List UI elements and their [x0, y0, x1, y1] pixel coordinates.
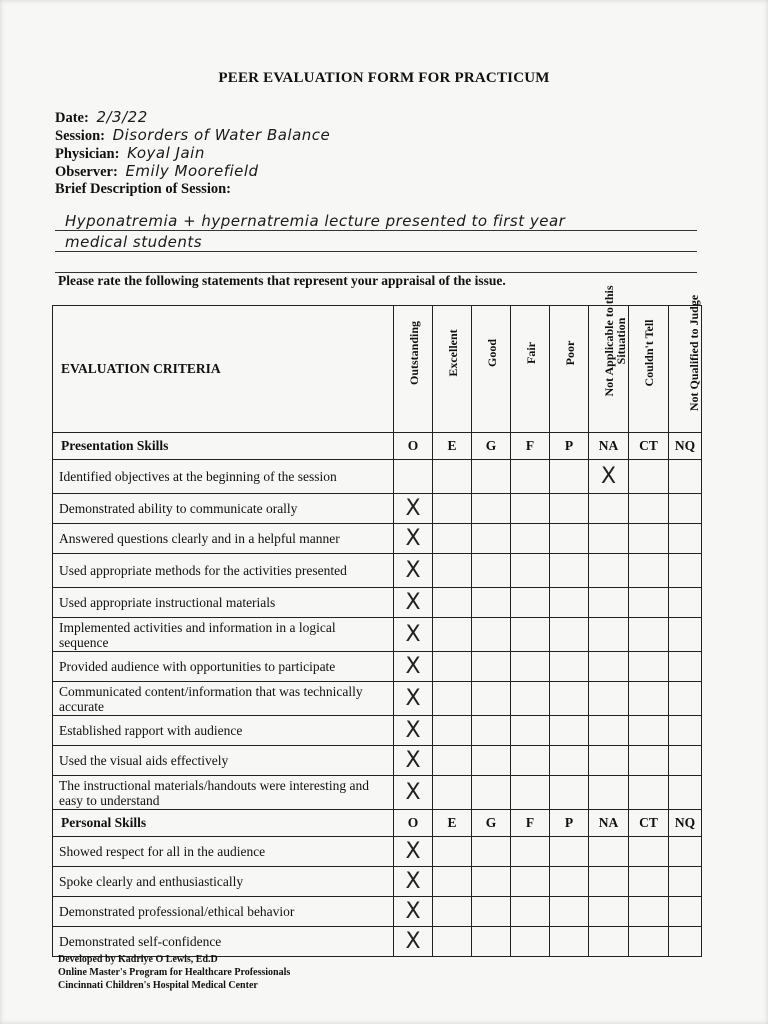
rating-cell[interactable]: [629, 746, 669, 776]
criteria-text: Used the visual aids effectively: [53, 746, 394, 776]
rating-cell[interactable]: [550, 746, 589, 776]
rating-cell[interactable]: [472, 897, 511, 927]
criteria-text: Showed respect for all in the audience: [53, 837, 394, 867]
instructions: Please rate the following statements that represent your appraisal of the issue.: [58, 273, 506, 288]
criteria-text: Demonstrated self-confidence: [53, 927, 394, 957]
criteria-row: [53, 460, 702, 494]
check-mark: X: [405, 838, 421, 864]
rating-cell[interactable]: [394, 460, 433, 494]
rating-cell[interactable]: [669, 652, 702, 682]
rating-cell[interactable]: [629, 618, 669, 652]
rating-cell[interactable]: [472, 776, 511, 810]
brief-text-line1: Hyponatremia + hypernatremia lecture presented to first year: [65, 212, 566, 230]
rating-cell[interactable]: [433, 867, 472, 897]
rating-header: [629, 306, 669, 433]
rating-cell[interactable]: [433, 460, 472, 494]
rating-cell[interactable]: [511, 682, 550, 716]
rating-cell[interactable]: [669, 554, 702, 588]
rating-cell[interactable]: [550, 927, 589, 957]
header-row: [53, 306, 702, 433]
criteria-header: EVALUATION CRITERIA: [53, 306, 394, 433]
rating-cell[interactable]: [394, 716, 433, 746]
rating-cell[interactable]: [394, 682, 433, 716]
criteria-row: [53, 682, 702, 716]
rating-cell[interactable]: [433, 618, 472, 652]
rating-cell[interactable]: [629, 588, 669, 618]
rating-cell[interactable]: [472, 494, 511, 524]
footer-program: Online Master's Program for Healthcare Professionals: [58, 967, 291, 978]
rating-cell[interactable]: [394, 746, 433, 776]
rating-header-label: Not Qualified to Judge: [687, 294, 701, 412]
brief-line: [55, 252, 697, 273]
criteria-text: Used appropriate methods for the activities presented: [53, 554, 394, 588]
check-mark: X: [600, 463, 617, 489]
rating-code: P: [550, 810, 589, 837]
rating-header: [472, 306, 511, 433]
rating-cell[interactable]: [472, 716, 511, 746]
check-mark: X: [405, 557, 421, 583]
criteria-text: Identified objectives at the beginning of the session: [53, 460, 394, 494]
rating-code: G: [472, 810, 511, 837]
rating-cell[interactable]: [433, 837, 472, 867]
rating-header: [511, 306, 550, 433]
rating-cell[interactable]: [550, 652, 589, 682]
footer-institution: Cincinnati Children's Hospital Medical Center: [58, 980, 258, 991]
rating-code: E: [433, 433, 472, 460]
criteria-text: Communicated content/information that was technically accurate: [53, 682, 394, 716]
rating-cell[interactable]: [550, 716, 589, 746]
rating-cell[interactable]: [629, 776, 669, 810]
rating-cell[interactable]: [589, 776, 629, 810]
rating-cell[interactable]: [550, 588, 589, 618]
rating-cell[interactable]: [433, 716, 472, 746]
rating-cell[interactable]: [550, 554, 589, 588]
form-title: PEER EVALUATION FORM FOR PRACTICUM: [218, 70, 550, 86]
rating-cell[interactable]: [394, 776, 433, 810]
criteria-text: Used appropriate instructional materials: [53, 588, 394, 618]
rating-cell[interactable]: [629, 837, 669, 867]
rating-cell[interactable]: [550, 524, 589, 554]
rating-cell[interactable]: [472, 588, 511, 618]
rating-cell[interactable]: [433, 927, 472, 957]
brief-description: [55, 210, 697, 273]
rating-cell[interactable]: [589, 897, 629, 927]
physician-row: [55, 144, 330, 162]
rating-header-label: Couldn't Tell: [642, 319, 656, 387]
check-mark: X: [405, 779, 421, 805]
rating-code: NQ: [669, 810, 702, 837]
rating-code: F: [511, 810, 550, 837]
rating-cell[interactable]: [433, 682, 472, 716]
check-mark: X: [405, 717, 421, 743]
rating-cell[interactable]: [589, 652, 629, 682]
criteria-row: [53, 927, 702, 957]
rating-cell[interactable]: [589, 837, 629, 867]
rating-cell[interactable]: [629, 867, 669, 897]
check-mark: X: [405, 928, 421, 954]
rating-cell[interactable]: [589, 746, 629, 776]
criteria-text: Spoke clearly and enthusiastically: [53, 867, 394, 897]
section-header-row: [53, 810, 702, 837]
session-label: Session:: [55, 128, 105, 144]
rating-cell[interactable]: [589, 494, 629, 524]
rating-cell[interactable]: [511, 897, 550, 927]
criteria-text: Established rapport with audience: [53, 716, 394, 746]
rating-cell[interactable]: [511, 460, 550, 494]
rating-cell[interactable]: [472, 746, 511, 776]
rating-cell[interactable]: [394, 618, 433, 652]
brief-line: [55, 210, 697, 231]
rating-cell[interactable]: [511, 554, 550, 588]
brief-text-line2: medical students: [65, 233, 203, 251]
check-mark: X: [405, 685, 421, 711]
physician-value: Koyal Jain: [127, 144, 205, 162]
rating-cell[interactable]: [511, 867, 550, 897]
rating-cell[interactable]: [550, 460, 589, 494]
criteria-row: [53, 837, 702, 867]
rating-cell[interactable]: [669, 524, 702, 554]
rating-code: G: [472, 433, 511, 460]
section-title: Personal Skills: [53, 810, 394, 837]
check-mark: X: [405, 589, 421, 615]
rating-cell[interactable]: [550, 776, 589, 810]
rating-cell[interactable]: [511, 927, 550, 957]
rating-code: CT: [629, 433, 669, 460]
rating-cell[interactable]: [433, 652, 472, 682]
rating-cell[interactable]: [433, 494, 472, 524]
criteria-row: [53, 746, 702, 776]
criteria-text: Provided audience with opportunities to participate: [53, 652, 394, 682]
rating-cell[interactable]: [629, 652, 669, 682]
rating-cell[interactable]: [394, 897, 433, 927]
rating-cell[interactable]: [511, 746, 550, 776]
brief-label: Brief Description of Session:: [55, 181, 231, 197]
session-info: [55, 108, 330, 198]
criteria-row: [53, 618, 702, 652]
rating-cell[interactable]: [629, 897, 669, 927]
criteria-row: [53, 652, 702, 682]
rating-header-label: Good: [485, 339, 499, 368]
rating-cell[interactable]: [472, 652, 511, 682]
rating-cell[interactable]: [589, 524, 629, 554]
criteria-row: [53, 897, 702, 927]
rating-cell[interactable]: [669, 460, 702, 494]
rating-cell[interactable]: [472, 837, 511, 867]
observer-value: Emily Moorefield: [125, 162, 259, 180]
rating-header-label: Excellent: [446, 329, 460, 377]
rating-cell[interactable]: [394, 494, 433, 524]
rating-cell[interactable]: [472, 618, 511, 652]
rating-cell[interactable]: [394, 927, 433, 957]
rating-cell[interactable]: [394, 588, 433, 618]
rating-cell[interactable]: [669, 682, 702, 716]
rating-cell[interactable]: [589, 588, 629, 618]
rating-cell[interactable]: [394, 554, 433, 588]
rating-cell[interactable]: [629, 494, 669, 524]
rating-cell[interactable]: [550, 867, 589, 897]
rating-code: NA: [589, 810, 629, 837]
rating-header: [589, 285, 629, 433]
rating-code: P: [550, 433, 589, 460]
check-mark: X: [405, 868, 421, 894]
rating-header: [433, 306, 472, 433]
criteria-row: [53, 867, 702, 897]
rating-cell[interactable]: [669, 746, 702, 776]
rating-cell[interactable]: [472, 460, 511, 494]
rating-cell[interactable]: [511, 776, 550, 810]
rating-header-label: Poor: [563, 340, 577, 366]
session-value: Disorders of Water Balance: [112, 126, 331, 144]
brief-line: [55, 231, 697, 252]
rating-cell[interactable]: [589, 554, 629, 588]
rating-cell[interactable]: [550, 682, 589, 716]
rating-cell[interactable]: [511, 837, 550, 867]
rating-cell[interactable]: [511, 652, 550, 682]
criteria-row: [53, 716, 702, 746]
criteria-row: [53, 554, 702, 588]
rating-cell[interactable]: [472, 867, 511, 897]
check-mark: X: [405, 898, 421, 924]
rating-cell[interactable]: [669, 927, 702, 957]
rating-cell[interactable]: [433, 554, 472, 588]
rating-cell[interactable]: [589, 716, 629, 746]
check-mark: X: [405, 495, 421, 521]
rating-code: NQ: [669, 433, 702, 460]
rating-cell[interactable]: [589, 460, 629, 494]
rating-cell[interactable]: [433, 524, 472, 554]
rating-header: [550, 306, 589, 433]
rating-cell[interactable]: [394, 837, 433, 867]
session-row: [55, 126, 330, 144]
rating-cell[interactable]: [472, 927, 511, 957]
rating-header: [669, 294, 702, 433]
rating-cell[interactable]: [550, 897, 589, 927]
rating-header-label: Fair: [524, 342, 538, 364]
rating-header-label: Outstanding: [407, 320, 421, 386]
rating-header-label: Not Applicable to this Situation: [602, 285, 628, 397]
rating-cell[interactable]: [433, 776, 472, 810]
rating-header: [394, 306, 433, 433]
date-label: Date:: [55, 110, 89, 126]
rating-code: O: [394, 810, 433, 837]
rating-cell[interactable]: [629, 682, 669, 716]
rating-cell[interactable]: [433, 897, 472, 927]
rating-cell[interactable]: [669, 897, 702, 927]
rating-cell[interactable]: [629, 716, 669, 746]
criteria-text: Demonstrated ability to communicate orally: [53, 494, 394, 524]
rating-cell[interactable]: [511, 618, 550, 652]
rating-cell[interactable]: [511, 524, 550, 554]
observer-row: [55, 162, 330, 180]
section-title: Presentation Skills: [53, 433, 394, 460]
footer: [58, 953, 290, 992]
criteria-text: The instructional materials/handouts were interesting and easy to understand: [53, 776, 394, 810]
check-mark: X: [405, 525, 421, 551]
rating-cell[interactable]: [472, 554, 511, 588]
rating-cell[interactable]: [629, 524, 669, 554]
rating-code: O: [394, 433, 433, 460]
criteria-text: Demonstrated professional/ethical behavior: [53, 897, 394, 927]
check-mark: X: [405, 621, 421, 647]
check-mark: X: [405, 653, 421, 679]
rating-cell[interactable]: [394, 867, 433, 897]
rating-cell[interactable]: [550, 494, 589, 524]
rating-cell[interactable]: [669, 776, 702, 810]
rating-cell[interactable]: [472, 524, 511, 554]
rating-code: NA: [589, 433, 629, 460]
brief-row: [55, 180, 330, 198]
date-value: 2/3/22: [96, 108, 148, 126]
criteria-row: [53, 524, 702, 554]
observer-label: Observer:: [55, 164, 118, 180]
check-mark: X: [405, 747, 421, 773]
rating-cell[interactable]: [433, 746, 472, 776]
rating-cell[interactable]: [472, 682, 511, 716]
rating-cell[interactable]: [394, 524, 433, 554]
rating-cell[interactable]: [669, 716, 702, 746]
rating-cell[interactable]: [394, 652, 433, 682]
rating-cell[interactable]: [550, 837, 589, 867]
rating-cell[interactable]: [669, 588, 702, 618]
rating-code: CT: [629, 810, 669, 837]
rating-cell[interactable]: [669, 618, 702, 652]
criteria-text: Answered questions clearly and in a helpful manner: [53, 524, 394, 554]
criteria-row: [53, 494, 702, 524]
criteria-row: [53, 776, 702, 810]
rating-code: F: [511, 433, 550, 460]
physician-label: Physician:: [55, 146, 120, 162]
rating-cell[interactable]: [511, 494, 550, 524]
evaluation-table: [52, 285, 702, 957]
rating-cell[interactable]: [511, 716, 550, 746]
rating-cell[interactable]: [589, 682, 629, 716]
rating-cell[interactable]: [589, 927, 629, 957]
rating-cell[interactable]: [629, 927, 669, 957]
rating-cell[interactable]: [629, 460, 669, 494]
rating-cell[interactable]: [433, 588, 472, 618]
rating-cell[interactable]: [589, 867, 629, 897]
rating-cell[interactable]: [550, 618, 589, 652]
rating-cell[interactable]: [511, 588, 550, 618]
criteria-text: Implemented activities and information in a logical sequence: [53, 618, 394, 652]
date-row: [55, 108, 330, 126]
rating-cell[interactable]: [669, 837, 702, 867]
section-header-row: [53, 433, 702, 460]
footer-developer: Developed by Kadriye O Lewis, Ed.D: [58, 954, 218, 965]
criteria-row: [53, 588, 702, 618]
rating-cell[interactable]: [629, 554, 669, 588]
rating-cell[interactable]: [669, 867, 702, 897]
rating-cell[interactable]: [589, 618, 629, 652]
rating-code: E: [433, 810, 472, 837]
rating-cell[interactable]: [669, 494, 702, 524]
